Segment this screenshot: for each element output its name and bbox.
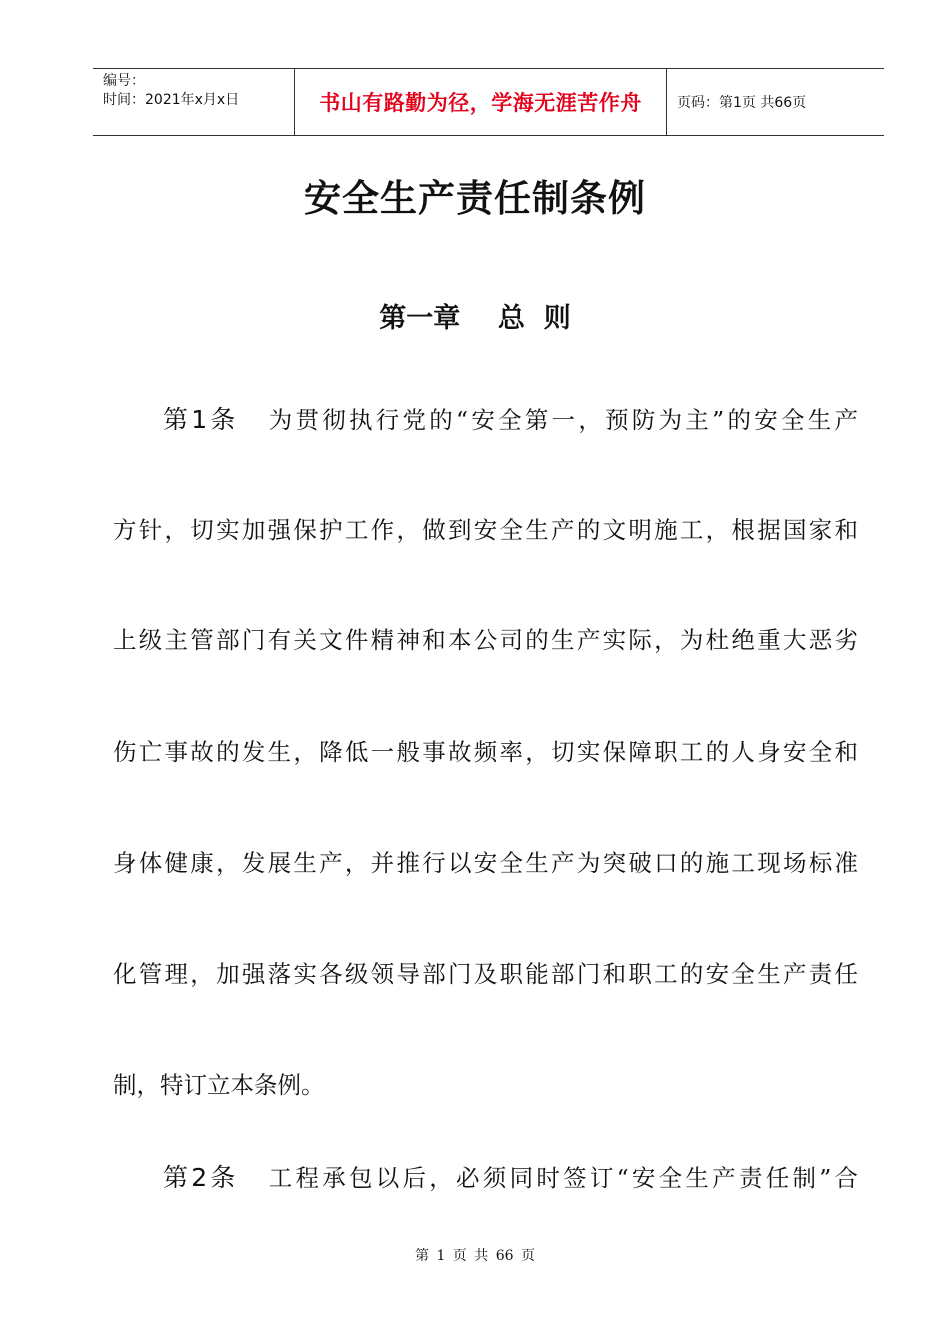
line-text: 为贯彻执行党的“安全第一，预防为主”的安全生产 [268, 406, 859, 434]
body-line-4: 伤亡事故的发生，降低一般事故频率，切实保障职工的人身安全和 [113, 738, 858, 766]
document-header [93, 68, 884, 136]
line-text: 工程承包以后，必须同时签订“安全生产责任制”合 [268, 1164, 859, 1192]
body-line-3: 上级主管部门有关文件精神和本公司的生产实际，为杜绝重大恶劣 [113, 626, 858, 654]
chapter-heading: 第一章 总 则 [379, 303, 571, 334]
body-line-1 [163, 400, 858, 436]
article-number: 第1条 [163, 405, 239, 434]
body-line-7: 制，特订立本条例。 [113, 1071, 325, 1099]
header-meta [93, 69, 295, 135]
page-footer: 第 1 页 共 66 页 [415, 1248, 535, 1264]
body-line-8 [163, 1158, 858, 1194]
body-line-6: 化管理，加强落实各级领导部门及职能部门和职工的安全生产责任 [113, 960, 858, 988]
article-number: 第2条 [163, 1163, 239, 1192]
header-page-info: 页码：第1页 共66页 [677, 95, 807, 111]
body-line-2: 方针，切实加强保护工作，做到安全生产的文明施工，根据国家和 [113, 516, 858, 544]
time-label: 时间：2021年x月x日 [103, 92, 240, 108]
body-line-5: 身体健康，发展生产，并推行以安全生产为突破口的施工现场标准 [113, 849, 858, 877]
header-motto: 书山有路勤为径，学海无涯苦作舟 [295, 69, 667, 135]
document-title: 安全生产责任制条例 [304, 177, 646, 220]
number-label: 编号： [103, 73, 145, 89]
